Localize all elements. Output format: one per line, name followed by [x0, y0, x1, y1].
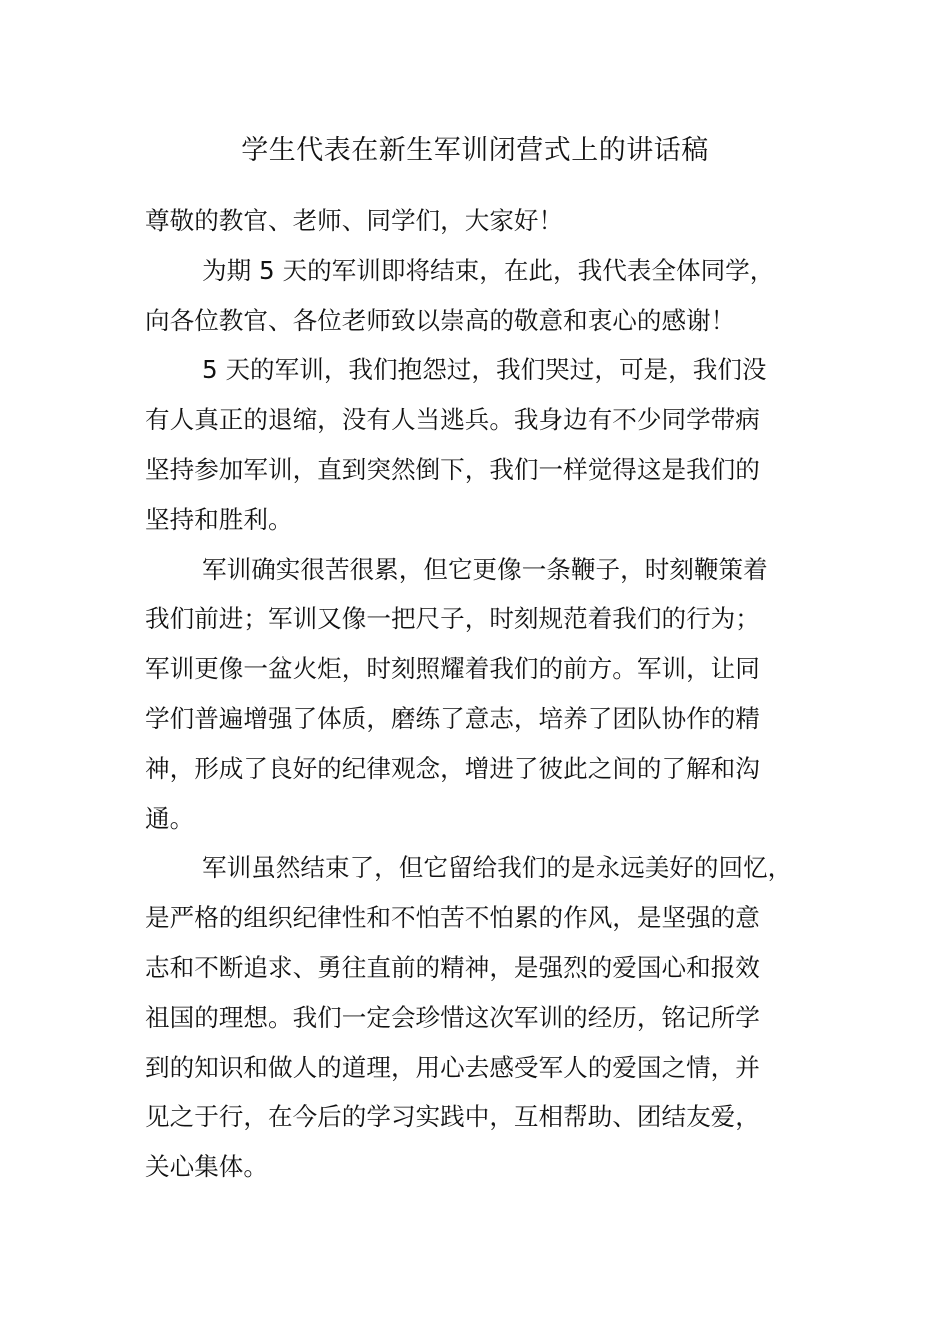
paragraph-4-line-2: 是严格的组织纪律性和不怕苦不怕累的作风，是坚强的意 [145, 903, 760, 933]
paragraph-2-line-3: 坚持参加军训，直到突然倒下，我们一样觉得这是我们的 [145, 454, 760, 484]
paragraph-2-line-4: 坚持和胜利。 [145, 504, 293, 534]
paragraph-4-line-1: 军训虽然结束了，但它留给我们的是永远美好的回忆， [202, 853, 793, 883]
paragraph-1-line-2: 向各位教官、各位老师致以崇高的敬意和衷心的感谢！ [145, 305, 736, 335]
paragraph-1-line-1: 为期 5 天的军训即将结束，在此，我代表全体同学， [202, 255, 775, 285]
document-title: 学生代表在新生军训闭营式上的讲话稿 [241, 135, 709, 166]
paragraph-3-line-2: 我们前进；军训又像一把尺子，时刻规范着我们的行为； [145, 604, 760, 634]
paragraph-4-line-6: 见之于行，在今后的学习实践中，互相帮助、团结友爱， [145, 1102, 760, 1132]
paragraph-3-line-1: 军训确实很苦很累，但它更像一条鞭子，时刻鞭策着 [202, 554, 768, 584]
paragraph-3-line-6: 通。 [145, 803, 195, 833]
document-body [145, 196, 825, 1192]
paragraph-2-line-1: 5 天的军训，我们抱怨过，我们哭过，可是，我们没 [202, 355, 767, 385]
paragraph-2-line-2: 有人真正的退缩，没有人当逃兵。我身边有不少同学带病 [145, 405, 760, 435]
paragraph-4-line-4: 祖国的理想。我们一定会珍惜这次军训的经历，铭记所学 [145, 1002, 760, 1032]
paragraph-3-line-3: 军训更像一盆火炬，时刻照耀着我们的前方。军训，让同 [145, 654, 760, 684]
paragraph-4-line-7: 关心集体。 [145, 1152, 268, 1182]
paragraph-4-line-5: 到的知识和做人的道理，用心去感受军人的爱国之情，并 [145, 1052, 760, 1082]
paragraph-3-line-5: 神，形成了良好的纪律观念，增进了彼此之间的了解和沟 [145, 753, 760, 783]
paragraph-3-line-4: 学们普遍增强了体质，磨练了意志，培养了团队协作的精 [145, 703, 760, 733]
paragraph-4-line-3: 志和不断追求、勇往直前的精神，是强烈的爱国心和报效 [145, 952, 760, 982]
salutation-line: 尊敬的教官、老师、同学们，大家好！ [145, 206, 564, 235]
